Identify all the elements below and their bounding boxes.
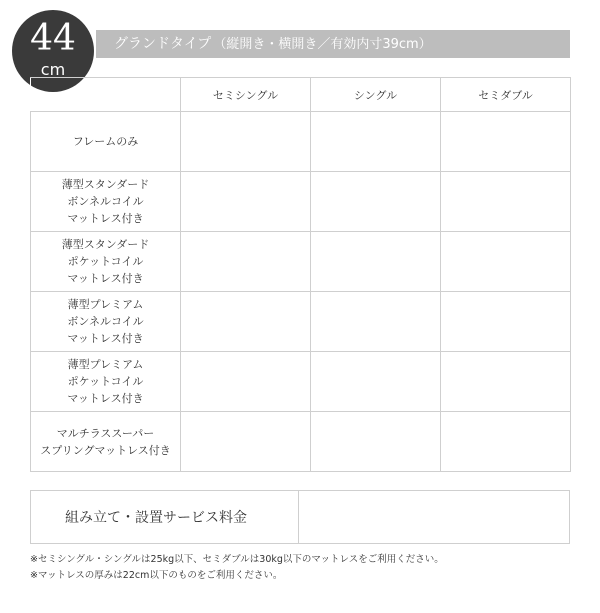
height-unit: cm <box>40 60 66 79</box>
price-cell <box>181 112 311 172</box>
height-number: 44 <box>30 18 76 59</box>
price-cell <box>311 352 441 412</box>
row-label-line: ポケットコイル <box>67 255 144 268</box>
price-cell <box>311 172 441 232</box>
footnotes <box>30 552 590 584</box>
row-label-line: ボンネルコイル <box>67 195 144 208</box>
table-row <box>31 112 571 172</box>
table-header-row <box>31 78 571 112</box>
row-label-line: ボンネルコイル <box>67 315 144 328</box>
row-label-line: マットレス付き <box>67 212 144 225</box>
price-cell <box>441 412 571 472</box>
row-label <box>31 172 181 232</box>
row-label-line: 薄型プレミアム <box>67 298 144 311</box>
footnote-thickness: ※マットレスの厚みは22cm以下のものをご利用ください。 <box>30 570 283 581</box>
table-row <box>31 292 571 352</box>
assembly-service-price <box>299 491 569 543</box>
table-row <box>31 412 571 472</box>
header-single: シングル <box>311 78 441 112</box>
row-label <box>31 112 181 172</box>
price-cell <box>311 232 441 292</box>
header-semi-single: セミシングル <box>181 78 311 112</box>
row-label-line: マットレス付き <box>67 392 144 405</box>
price-cell <box>311 412 441 472</box>
row-label-line: 薄型スタンダード <box>61 238 150 251</box>
assembly-service-label: 組み立て・設置サービス料金 <box>31 491 299 543</box>
row-label <box>31 352 181 412</box>
row-label-line: スプリングマットレス付き <box>40 443 171 457</box>
price-cell <box>441 292 571 352</box>
row-label <box>31 232 181 292</box>
row-label-line: マットレス付き <box>67 272 144 285</box>
price-cell <box>441 112 571 172</box>
price-cell <box>311 112 441 172</box>
price-cell <box>181 412 311 472</box>
row-label-line: フレームのみ <box>72 135 139 148</box>
table-row <box>31 232 571 292</box>
price-cell <box>441 172 571 232</box>
title-bar <box>96 30 570 58</box>
row-label-line: マットレス付き <box>67 332 144 345</box>
price-table <box>30 77 571 472</box>
row-label-line: ポケットコイル <box>67 375 144 388</box>
row-label <box>31 292 181 352</box>
price-cell <box>441 232 571 292</box>
price-cell <box>181 172 311 232</box>
footnote-weight: ※セミシングル・シングルは25kg以下、セミダブルは30kg以下のマットレスをご利用ください。 <box>30 554 444 565</box>
row-label-line: 薄型スタンダード <box>61 178 150 191</box>
header-semi-double: セミダブル <box>441 78 571 112</box>
price-cell <box>181 352 311 412</box>
price-cell <box>181 292 311 352</box>
row-label-line: マルチラススーパー <box>56 426 155 440</box>
title-sub: （縦開き・横開き／有効内寸39cm） <box>213 37 432 52</box>
price-cell <box>441 352 571 412</box>
title-main: グランドタイプ <box>114 36 212 52</box>
assembly-service-box <box>30 490 570 544</box>
row-label-line: 薄型プレミアム <box>67 358 144 371</box>
table-row <box>31 172 571 232</box>
price-cell <box>311 292 441 352</box>
header-corner <box>31 78 181 112</box>
table-row <box>31 352 571 412</box>
price-cell <box>181 232 311 292</box>
row-label <box>31 412 181 472</box>
